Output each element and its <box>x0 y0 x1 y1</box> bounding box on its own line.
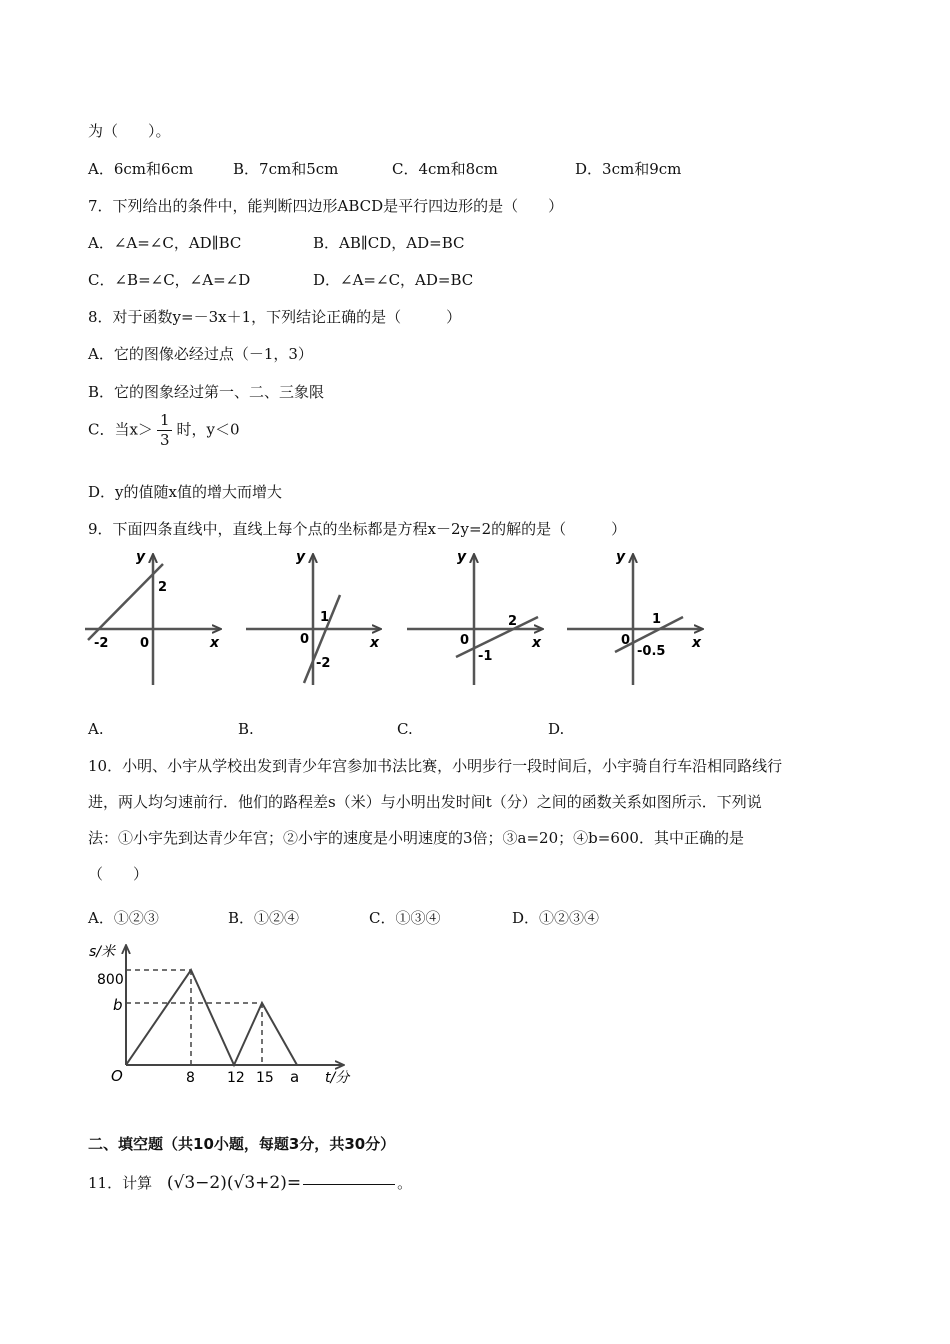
graph-a-label: 2 <box>158 580 168 595</box>
graph-c-y-label: y <box>457 549 467 565</box>
q10-graph <box>85 940 365 1090</box>
fraction-one-third <box>157 413 173 448</box>
q9-stem: 9．下面四条直线中，直线上每个点的坐标都是方程x－2y=2的解的是（ ） <box>88 520 627 538</box>
graph-b-label: -2 <box>316 656 331 671</box>
q10-line: （ ） <box>88 865 149 883</box>
q11-suffix: 。 <box>397 1174 413 1192</box>
graph-a-label: -2 <box>94 636 109 651</box>
graph-d-label: -0.5 <box>637 644 666 659</box>
q10-option-a: A．①②③ <box>88 909 159 927</box>
q10-option-c: C．①③④ <box>369 909 441 927</box>
q6-option-a: A．6cm和6cm <box>88 160 194 178</box>
q8-option-c-pre: C．当x＞ <box>88 420 153 439</box>
q10-graph-x-tick: 15 <box>256 1070 274 1086</box>
graph-d-label: 1 <box>652 612 662 627</box>
q6-tail: 为（ ）。 <box>88 122 171 140</box>
q9-option-d: D. <box>548 720 565 738</box>
q6-option-c: C．4cm和8cm <box>392 160 498 178</box>
q7-option-d: D．∠A=∠C，AD=BC <box>313 271 474 289</box>
q10-graph-x-tick: 12 <box>227 1070 245 1086</box>
q6-option-d: D．3cm和9cm <box>575 160 682 178</box>
section-2-heading: 二、填空题（共10小题，每题3分，共30分） <box>88 1135 396 1153</box>
q6-option-b: B．7cm和5cm <box>233 160 339 178</box>
q8-stem: 8．对于函数y=－3x＋1，下列结论正确的是（ ） <box>88 308 462 326</box>
q10-graph-x-tick: 8 <box>186 1070 195 1086</box>
q9-option-c: C. <box>397 720 413 738</box>
q7-option-c: C．∠B=∠C，∠A=∠D <box>88 271 251 289</box>
graph-c-label: 0 <box>460 633 470 648</box>
q10-line: 进，两人均匀速前行．他们的路程差s（米）与小明出发时间t（分）之间的函数关系如图所示．下列说 <box>88 793 762 811</box>
graph-d <box>567 549 702 685</box>
q10-option-d: D．①②③④ <box>512 909 600 927</box>
q9-option-b: B. <box>238 720 254 738</box>
q8-option-c-post: 时，y＜0 <box>176 420 240 439</box>
graph-b-x-label: x <box>370 635 380 651</box>
graph-b-y-label: y <box>296 549 306 565</box>
fraction-numerator: 1 <box>157 413 173 431</box>
q11-expression: (√3−2)(√3+2)= <box>166 1173 302 1193</box>
graph-c-label: -1 <box>478 649 493 664</box>
graph-a-x-label: x <box>210 635 220 651</box>
q7-stem: 7．下列给出的条件中，能判断四边形ABCD是平行四边形的是（ ） <box>88 197 564 215</box>
q11 <box>88 1172 412 1193</box>
q9-option-a: A. <box>88 720 104 738</box>
graph-b-label: 1 <box>320 610 330 625</box>
q10-line: 法：①小宇先到达青少年宫；②小宇的速度是小明速度的3倍；③a=20；④b=600．其中正确的是 <box>88 829 744 847</box>
answer-blank <box>303 1183 395 1185</box>
graph-c-x-label: x <box>532 635 542 651</box>
q10-graph-y-tick: b <box>113 996 123 1014</box>
q8-option-c <box>88 413 240 448</box>
fraction-denominator: 3 <box>159 431 170 449</box>
graph-c-label: 2 <box>508 614 518 629</box>
q7-option-b: B．AB∥CD，AD=BC <box>313 234 465 252</box>
q9-graphs <box>80 545 720 695</box>
graph-d-y-label: y <box>616 549 626 565</box>
q8-option-a: A．它的图像必经过点（－1，3） <box>88 345 313 363</box>
q7-option-a: A．∠A=∠C，AD∥BC <box>88 234 242 252</box>
q10-graph-origin: O <box>111 1067 123 1085</box>
q10-graph-y-tick: 800 <box>97 972 124 988</box>
graph-a-y-label: y <box>136 549 146 565</box>
graph-d-x-label: x <box>692 635 702 651</box>
q10-option-b: B．①②④ <box>228 909 300 927</box>
q10-line: 10．小明、小宇从学校出发到青少年宫参加书法比赛，小明步行一段时间后，小宇骑自行车沿相同路线行 <box>88 757 783 775</box>
q8-option-b: B．它的图象经过第一、二、三象限 <box>88 383 325 401</box>
graph-d-label: 0 <box>621 633 631 648</box>
q10-graph-x-label: t/分 <box>325 1070 350 1086</box>
graph-b-label: 0 <box>300 632 310 647</box>
q10-graph-x-tick: a <box>290 1068 300 1086</box>
q8-option-d: D．y的值随x值的增大而增大 <box>88 483 282 501</box>
graph-c <box>407 549 542 685</box>
q10-graph-y-label: s/米 <box>89 944 116 960</box>
q10-text <box>88 748 863 892</box>
graph-a <box>85 549 220 685</box>
graph-a-label: 0 <box>140 636 150 651</box>
q11-prefix: 11．计算 <box>88 1174 153 1192</box>
graph-b <box>246 549 380 685</box>
